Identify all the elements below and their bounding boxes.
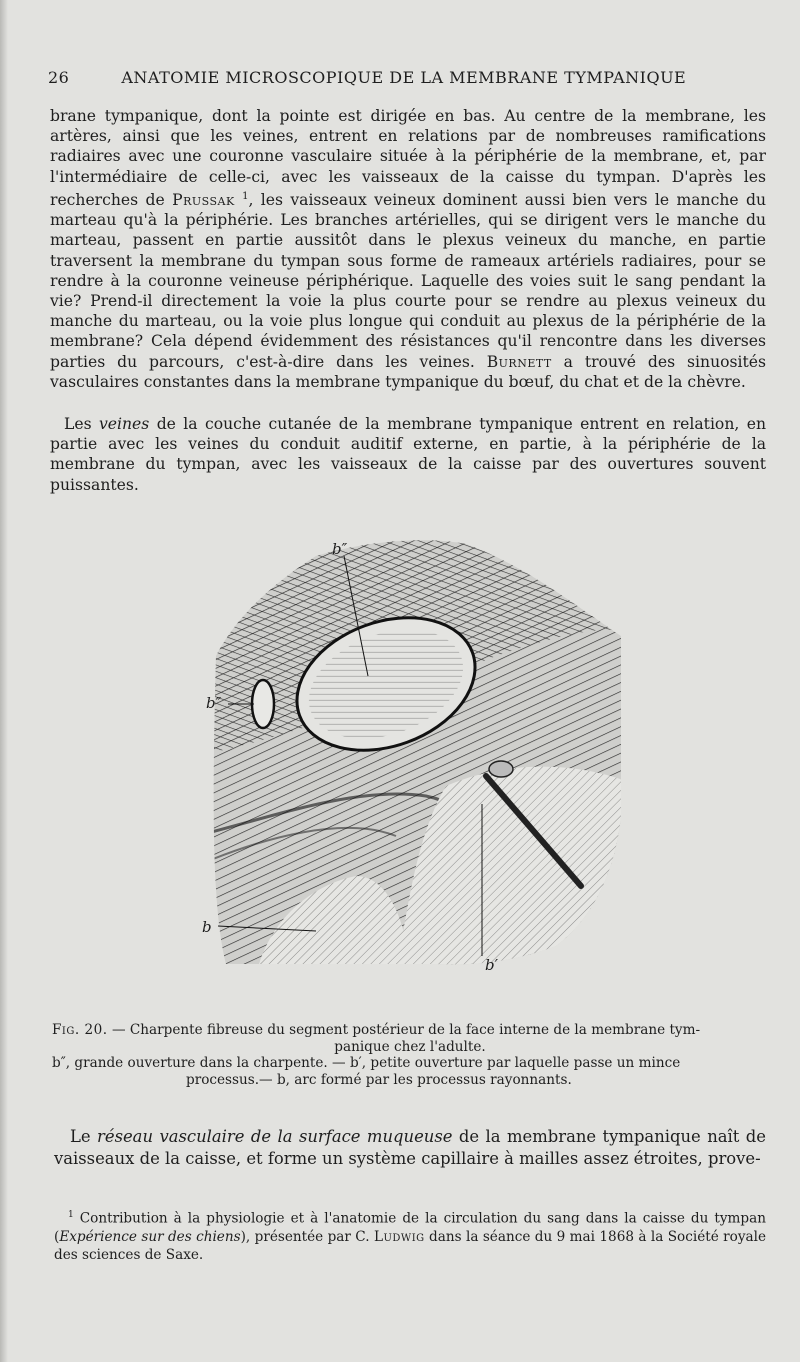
paragraph-text: brane tympanique, dont la pointe est dirigée en bas. Au centre de la membrane, les artères, ainsi que les veines, entrent en relations par de nombreuses ramifications radiaires avec une couronne vasculaire située à la périphérie de la membrane, et, par l'intermédiaire de celle-ci, avec les vaisseaux de la caisse du tympan. D'après les recherches de bbox=[50, 107, 766, 209]
paragraph-vascular-crown bbox=[50, 106, 766, 392]
footnote-reference: 1 bbox=[242, 190, 249, 202]
emphasis-text: Expérience sur des chiens bbox=[59, 1228, 241, 1245]
paragraph-text: Les bbox=[64, 415, 99, 433]
figure-20-engraving bbox=[196, 536, 626, 976]
footnote-text: dans la séance du 9 mai 1868 à la Société royale des sciences de Saxe. bbox=[54, 1228, 767, 1264]
paragraph-text: Le bbox=[70, 1127, 98, 1146]
caption-line-4: processus.— b, arc formé par les processus rayonnants. bbox=[186, 1071, 572, 1088]
caption-line-2: panique chez l'adulte. bbox=[334, 1038, 486, 1055]
running-title: ANATOMIE MICROSCOPIQUE DE LA MEMBRANE TYMPANIQUE bbox=[121, 68, 687, 87]
label-b-double-prime-top: b″ bbox=[332, 540, 348, 558]
footnote bbox=[54, 1206, 766, 1265]
running-header bbox=[48, 68, 768, 87]
paragraph-veines bbox=[50, 414, 766, 495]
footnote-text: ), présentée par C. bbox=[240, 1228, 374, 1245]
footnote-text: Contribution à la physiologie et à l'anatomie de la circulation du sang dans la caisse du tympan ( bbox=[54, 1210, 766, 1245]
paragraph-text: , les vaisseaux veineux dominent aussi bien vers le manche du marteau qu'à la périphérie. Les branches artérielles, qui se dirigent vers le manche du marteau, passent en partie aussitôt dans le plexus veineux du manche, en partie traversent la membrane du tympan sous forme de rameaux artériels radiaires, pour se rendre à la couronne veineuse périphérique. Laquelle des voies suit le sang pendant la vie? Prend-il directement la voie la plus courte pour se rendre au plexus veineux du manche du marteau, ou la voie plus longue qui conduit au plexus de la périphérie de la membrane? Cela dépend évidemment des résistances qu'il rencontre dans les diverses parties du parcours, c'est-à-dire dans les veines. bbox=[50, 191, 766, 371]
page-edge-shadow bbox=[0, 0, 8, 1362]
fibrous-framework bbox=[196, 536, 626, 976]
paragraph-text: de la couche cutanée de la membrane tympanique entrent en relation, en partie avec les veines du conduit auditif externe, en partie, à la périphérie de la membrane du tympan, avec les vaisseaux de la caisse par des ouvertures souvent puissantes. bbox=[50, 415, 766, 494]
emphasis-text: réseau vasculaire de la surface muqueuse bbox=[97, 1127, 453, 1146]
paragraph-text: de la membrane tympanique naît de vaisseaux de la caisse, et forme un système capillaire à mailles assez étroites, prove- bbox=[54, 1127, 766, 1168]
caption-line-3: b″, grande ouverture dans la charpente. — b′, petite ouverture par laquelle passe un mince bbox=[52, 1055, 681, 1072]
caption-text: — Charpente fibreuse du segment postérieur de la face interne de la membrane tym- bbox=[107, 1022, 701, 1038]
label-b-double-prime-left: b″ bbox=[206, 694, 222, 712]
author-name: Burnett bbox=[486, 352, 552, 371]
page-number: 26 bbox=[48, 68, 70, 87]
figure-number: Fig. 20. bbox=[52, 1022, 108, 1038]
figure-caption bbox=[52, 1022, 768, 1088]
author-name: Prussak bbox=[172, 191, 235, 209]
paragraph-text: a trouvé des sinuosités vasculaires constantes dans la membrane tympanique du bœuf, du chat et de la chèvre. bbox=[50, 352, 766, 391]
emphasis-text: veines bbox=[98, 415, 150, 433]
small-opening-left bbox=[252, 680, 274, 728]
author-name: Ludwig bbox=[373, 1228, 425, 1245]
footnote-mark: 1 bbox=[68, 1210, 74, 1220]
label-b-prime: b′ bbox=[485, 956, 499, 974]
label-b: b bbox=[202, 918, 212, 936]
paragraph-mucous-network bbox=[54, 1126, 766, 1170]
caption-line-1 bbox=[52, 1022, 768, 1039]
